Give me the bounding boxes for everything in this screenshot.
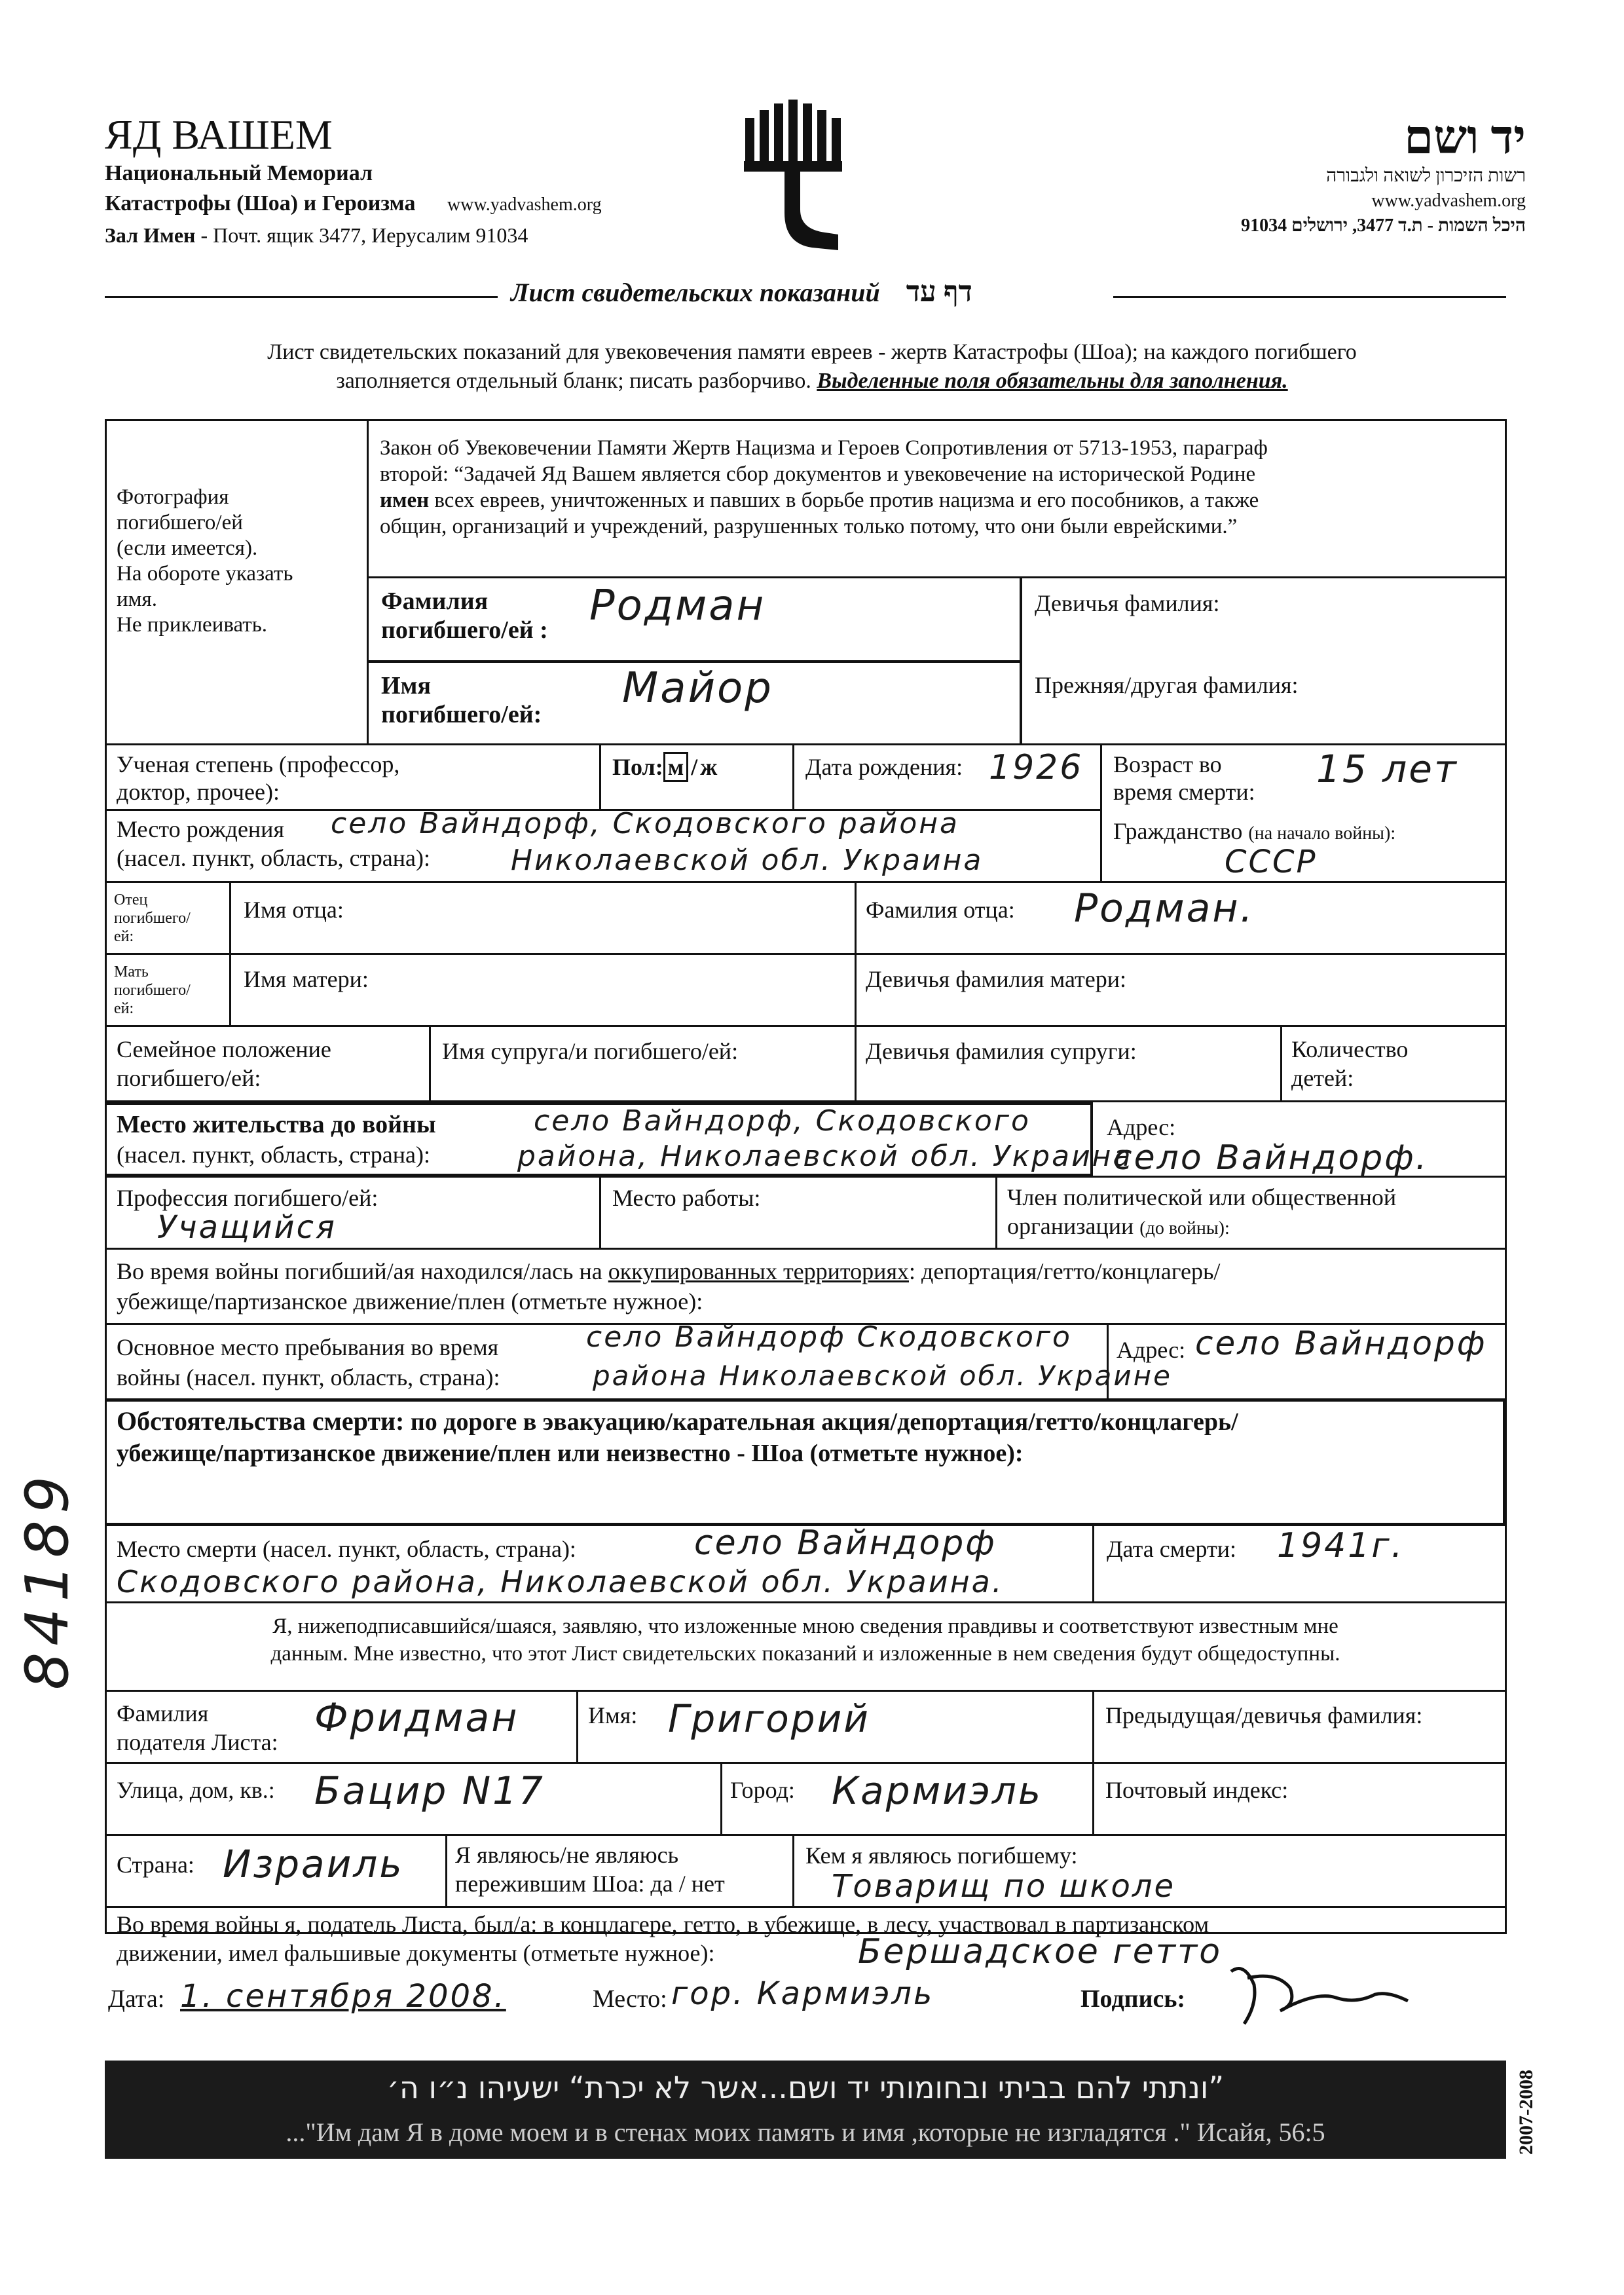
victim-maiden-label: Девичья фамилия: [1035,590,1220,616]
circumstances-label: Обстоятельства смерти: по дороге в эвакуацию/карательная акция/депортация/гетто/концлагерь/ убежище/партизанское движение/плен или неизвестно - Шоа (отметьте нужное): [117,1406,1238,1467]
survivor-status-field[interactable]: Я являюсь/не являюсь пережившим Шоа: да / нет [455,1842,725,1897]
death-place-field-line2[interactable]: Скодовского района, Николаевской обл. Украина. [117,1564,1004,1599]
residence-address-field[interactable]: село Вайндорф. [1113,1138,1429,1178]
ru-line3-rest: - Почт. ящик 3477, Иерусалим 91034 [195,223,528,247]
zip-label: Почтовый индекс: [1105,1777,1289,1803]
profession-label: Профессия погибшего/ей: [117,1185,378,1211]
title-rule-left [105,296,498,298]
place-field[interactable]: гор. Кармиэль [671,1975,934,2012]
date-label: Дата: [108,1985,165,2013]
residence-address-label: Адрес: [1107,1114,1176,1140]
intro [105,338,1519,396]
father-surname-field[interactable]: Родман. [1074,886,1255,931]
intro-line2: заполняется отдельный бланк; писать разборчиво. [336,369,817,393]
spouse-name-label: Имя супруга/и погибшего/ей: [442,1038,739,1064]
degree-label: Ученая степень (профессор, доктор, прочее): [117,751,400,805]
ru-line2: Катастрофы (Шоа) и Героизма [105,191,416,215]
side-archive-number: 84189 [13,1469,82,1690]
photo-instructions: Фотография погибшего/ей (если имеется). На обороте указать имя. Не приклеивать. [117,485,293,637]
submitter-surname-field[interactable]: Фридман [314,1695,519,1741]
intro-line1: Лист свидетельских показаний для увековечения памяти евреев - жертв Катастрофы (Шоа); на каждого погибшего [267,340,1357,364]
submitter-wartime-field[interactable]: Бершадское гетто [858,1932,1223,1971]
birth-date-label: Дата рождения: [805,754,963,780]
death-place-label: Место смерти (насел. пункт, область, страна): [117,1536,576,1562]
member-org-note: (до войны): [1139,1218,1230,1239]
ru-title: ЯД ВАШЕМ [105,111,333,158]
occupied-territories-option[interactable]: оккупированных территориях [608,1258,909,1284]
signature-label: Подпись: [1080,1985,1186,2013]
wartime-status-label: Во время войны погибший/ая находился/лась на оккупированных территориях: депортация/гетто/концлагерь/ убежище/партизанское движение/плен (отметьте нужное): [117,1258,1221,1315]
birthplace-field-line1[interactable]: село Вайндорф, Скодовского района [331,807,960,840]
main-place-address-field[interactable]: село Вайндорф [1195,1324,1487,1362]
main-place-address-label: Адрес: [1116,1337,1186,1363]
submitter-name-label: Имя: [588,1702,638,1728]
victim-surname-field[interactable]: Родман [589,582,766,630]
sex-field[interactable]: Пол: м / ж [612,753,717,781]
place-label: Место: [593,1985,667,2013]
death-date-label: Дата смерти: [1107,1536,1237,1562]
city-field[interactable]: Кармиэль [832,1768,1043,1813]
relation-field[interactable]: Товарищ по школе [832,1868,1176,1905]
yad-vashem-logo [740,98,845,255]
header-ru [105,111,602,250]
he-web: www.yadvashem.org [1371,191,1526,211]
residence-field-line1[interactable]: село Вайндорф, Скодовского [534,1104,1031,1138]
victim-other-surname-label: Прежняя/другая фамилия: [1035,672,1299,698]
country-label: Страна: [117,1852,194,1878]
citizenship-note: (на начало войны): [1248,823,1396,844]
ru-web: www.yadvashem.org [447,195,602,215]
submitter-surname-label: Фамилия подателя Листа: [117,1700,278,1755]
quote-banner [105,2061,1506,2159]
intro-required-note: Выделенные поля обязательны для заполнения. [817,369,1288,393]
header-he [1241,111,1526,238]
father-surname-label: Фамилия отца: [866,897,1015,923]
he-line1: רשות הזיכרון לשואה ולגבורה [1326,166,1526,186]
citizenship-field[interactable]: СССР [1225,844,1318,880]
he-line3: היכל השמות - ת.ד 3477, ירושלים 91034 [1241,215,1526,236]
signature-image[interactable] [1218,1958,1414,2030]
ru-line3-bold: Зал Имен [105,223,196,247]
country-field[interactable]: Израиль [223,1842,404,1886]
residence-label: Место жительства до войны (насел. пункт, область, страна): [117,1111,436,1168]
submitter-prev-surname-label: Предыдущая/девичья фамилия: [1105,1702,1423,1728]
victim-name-field[interactable]: Майор [622,664,773,713]
ru-line1: Национальный Мемориал [105,161,373,185]
profession-field[interactable]: Учащийся [157,1209,337,1246]
father-name-label: Имя отца: [244,897,344,923]
main-place-field-line1[interactable]: село Вайндорф Скодовского [586,1320,1072,1354]
street-field[interactable]: Бацир N17 [314,1768,545,1813]
relation-label: Кем я являюсь погибшему: [805,1842,1078,1869]
form-title: Лист свидетельских показаний דף עד [511,276,972,308]
residence-field-line2[interactable]: района, Николаевской обл. Украина [517,1140,1133,1173]
mother-side-label: Мать погибшего/ ей: [114,963,191,1017]
city-label: Город: [730,1777,795,1803]
he-title: יד ושם [1404,111,1526,164]
street-label: Улица, дом, кв.: [117,1777,275,1803]
banner-hebrew: ”ונתתי להם בביתי ובחומותי יד ושם...אשר לא יכרת“ ישעיהו נ״ו ה׳ [386,2070,1225,2105]
children-count-label: Количество детей: [1291,1036,1409,1091]
main-place-field-line2[interactable]: района Николаевской обл. Украине [593,1360,1172,1392]
mother-name-label: Имя матери: [244,966,369,992]
sex-m-option[interactable]: м [663,752,689,782]
victim-surname-label: Фамилия погибшего/ей : [381,588,548,644]
submitter-name-field[interactable]: Григорий [668,1696,870,1741]
spouse-maiden-label: Девичья фамилия супруги: [866,1038,1137,1064]
workplace-label: Место работы: [612,1185,761,1211]
title-rule-right [1113,296,1506,298]
birth-date-field[interactable]: 1926 [989,748,1084,787]
death-date-field[interactable]: 1941г. [1277,1526,1405,1565]
banner-russian: ..."Им дам Я в доме моем и в стенах моих память и имя ,которые не изгладятся ." Исайя, 56:5 [286,2118,1325,2147]
side-year-code: 2007-2008 [1515,2070,1537,2155]
age-at-death-field[interactable]: 15 лет [1316,747,1458,791]
age-at-death-label: Возраст во время смерти: [1113,751,1255,805]
form-title-he: דף עד [906,276,972,308]
sex-f-option[interactable]: ж [700,754,718,780]
main-place-label: Основное место пребывания во время войны (насел. пункт, область, страна): [117,1334,500,1390]
birthplace-label: Место рождения (насел. пункт, область, страна): [117,816,431,871]
mother-maiden-label: Девичья фамилия матери: [866,966,1127,992]
birthplace-field-line2[interactable]: Николаевской обл. Украина [511,844,984,877]
law-text: Закон об Увековечении Памяти Жертв Нацизма и Героев Сопротивления от 5713-1953, параграф второй: “Задачей Яд Вашем является сбор документов и увековечение на исторической Родине имен всех евреев, уничтоженных и павших в борьбе против нацизма и его пособников, а также общин, организаций и учреждений, разрушенных только потому, что они были еврейскими.” [380,436,1268,538]
submitter-wartime-label: Во время войны я, податель Листа, был/а: в концлагере, гетто, в убежище, в лесу, участвовал в партизанском движении, имел фальшивые документы (отметьте нужное): [117,1911,1209,1966]
victim-name-label: Имя погибшего/ей: [381,672,542,728]
member-org-label: Член политической или общественной организации (до войны): [1007,1184,1397,1239]
father-side-label: Отец погибшего/ ей: [114,891,191,945]
declaration-text: Я, нижеподписавшийся/шаяся, заявляю, что изложенные мною сведения правдивы и соответствуют известным мне данным. Мне известно, что этот Лист свидетельских показаний и изложенные в нем сведения будут общедоступны. [270,1614,1340,1666]
date-field[interactable]: 1. сентября 2008. [180,1978,506,2015]
citizenship-label: Гражданство (на начало войны): [1113,818,1396,844]
death-place-field-line1[interactable]: село Вайндорф [694,1523,997,1563]
marital-status-label: Семейное положение погибшего/ей: [117,1036,331,1091]
